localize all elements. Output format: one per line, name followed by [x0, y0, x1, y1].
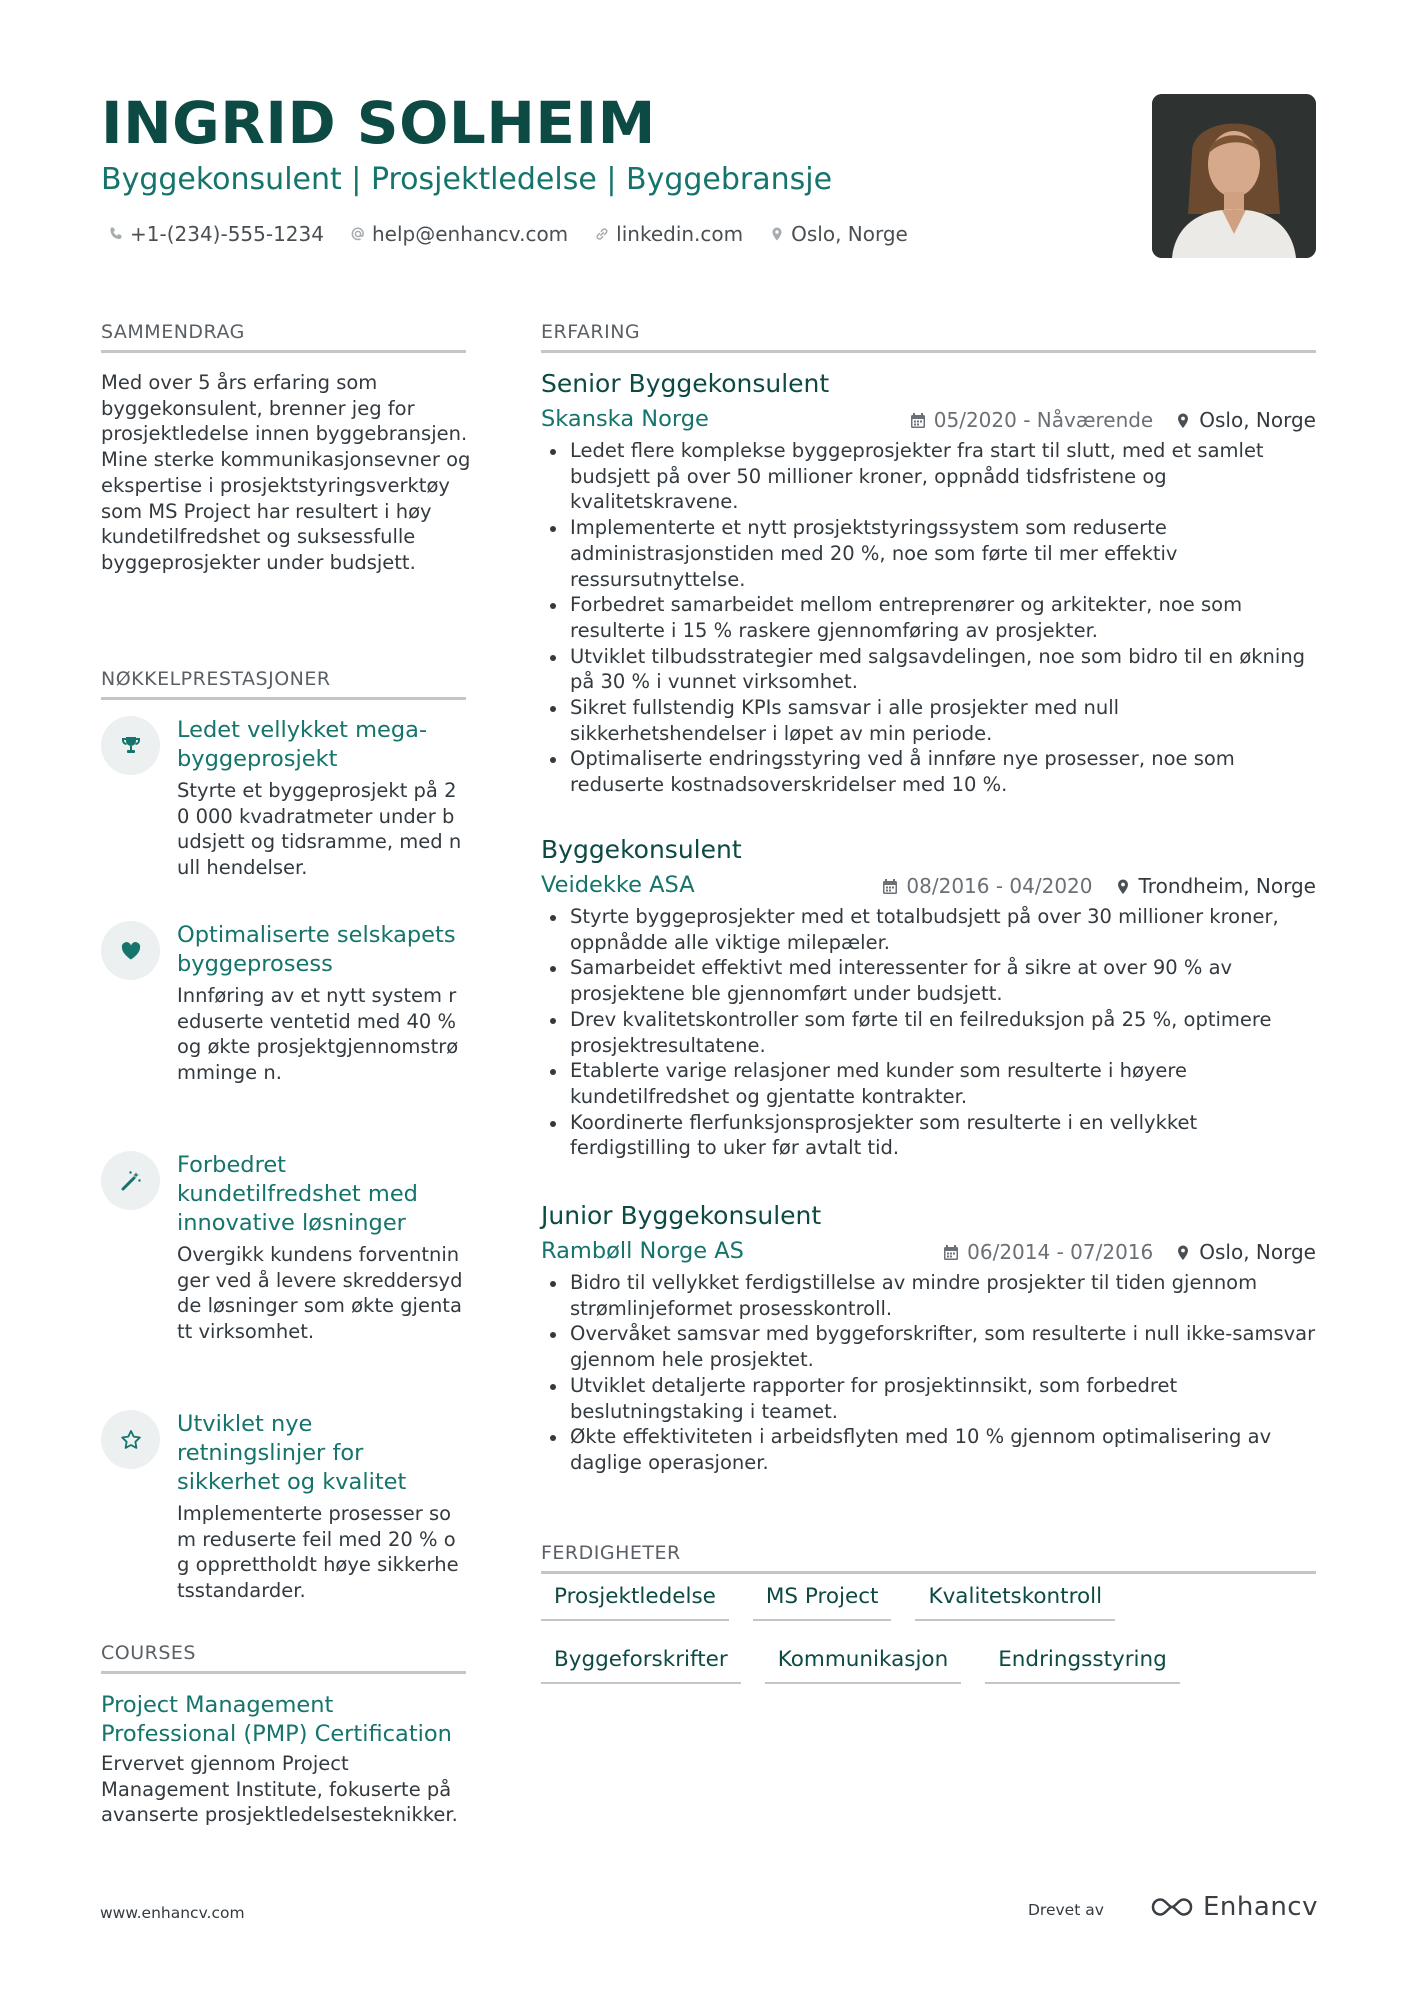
at-icon — [350, 226, 366, 242]
achievement-desc: Overgikk kundens forventninger ved å levere skreddersydde løsninger som økte gjentatt virksomhet. — [177, 1243, 463, 1344]
trophy-icon — [119, 734, 143, 758]
achievement-item — [101, 921, 466, 1086]
skill-tag: Prosjektledelse — [541, 1583, 729, 1621]
job-company: Rambøll Norge AS — [541, 1238, 744, 1264]
job-location: Oslo, Norge — [1199, 1240, 1316, 1264]
job-company: Skanska Norge — [541, 406, 709, 432]
job-location: Trondheim, Norge — [1138, 874, 1316, 898]
bullet-item: Utviklet tilbudsstrategier med salgsavdelingen, noe som bidro til en økning på 30 % i vunnet virksomhet. — [541, 644, 1316, 695]
bullet-item: Sikret fullstendig KPIs samsvar i alle prosjekter med null sikkerhetshendelser i løpet av min periode. — [541, 695, 1316, 746]
location-pin-icon — [769, 226, 785, 242]
profile-photo — [1152, 94, 1316, 258]
job-company: Veidekke ASA — [541, 872, 695, 898]
job-title: Junior Byggekonsulent — [541, 1201, 822, 1230]
bullet-item: Utviklet detaljerte rapporter for prosjektinnsikt, som forbedret beslutningstaking i teamet. — [541, 1373, 1316, 1424]
bullet-item: Drev kvalitetskontroller som førte til en feilreduksjon på 25 %, optimere prosjektresultatene. — [541, 1007, 1316, 1058]
job-entry — [541, 1199, 1316, 1476]
phone-icon — [108, 226, 124, 242]
course-desc: Ervervet gjennom Project Management Institute, fokuserte på avanserte prosjektledelsesteknikker. — [101, 1752, 458, 1827]
location-pin-icon — [1175, 412, 1191, 429]
phone-text: +1-(234)-555-1234 — [130, 222, 324, 246]
bullet-item: Samarbeidet effektivt med interessenter for å sikre at over 90 % av prosjektene ble gjennomført under budsjett. — [541, 955, 1316, 1006]
achievement-title: Utviklet nye retningslinjer for sikkerhet og kvalitet — [177, 1411, 407, 1495]
location-pin-icon — [1115, 878, 1131, 895]
job-title: Senior Byggekonsulent — [541, 369, 830, 398]
job-bullets — [541, 904, 1316, 1161]
job-bullets — [541, 438, 1316, 798]
candidate-name: INGRID SOLHEIM — [101, 89, 656, 157]
achievement-title: Ledet vellykket mega-byggeprosjekt — [177, 717, 428, 772]
job-dates: 08/2016 - 04/2020 — [906, 874, 1093, 898]
courses-heading: COURSES — [101, 1641, 466, 1674]
achievement-item — [101, 1151, 466, 1345]
job-bullets — [541, 1270, 1316, 1476]
location-text: Oslo, Norge — [791, 222, 908, 246]
calendar-icon — [943, 1244, 959, 1261]
star-icon — [119, 1428, 143, 1452]
bullet-item: Forbedret samarbeidet mellom entreprenører og arkitekter, noe som resulterte i 15 % raskere gjennomføring av prosjekter. — [541, 592, 1316, 643]
job-dates: 05/2020 - Nåværende — [933, 408, 1154, 432]
achievement-title: Forbedret kundetilfredshet med innovative løsninger — [177, 1152, 418, 1236]
achievement-desc: Innføring av et nytt system reduserte ventetid med 40 % og økte prosjektgjennomstrømminge n. — [177, 984, 459, 1085]
job-title: Byggekonsulent — [541, 835, 742, 864]
skill-tag: Endringsstyring — [985, 1646, 1180, 1684]
contact-email[interactable] — [350, 219, 568, 249]
job-entry — [541, 833, 1316, 1161]
enhancv-logo-icon — [1149, 1895, 1195, 1919]
bullet-item: Styrte byggeprosjekter med et totalbudsjett på over 30 millioner kroner, oppnådde alle viktige milepæler. — [541, 904, 1316, 955]
bullet-item: Overvåket samsvar med byggeforskrifter, som resulterte i null ikke-samsvar gjennom hele prosjektet. — [541, 1321, 1316, 1372]
bullet-item: Bidro til vellykket ferdigstillelse av mindre prosjekter til tiden gjennom strømlinjeformet prosesskontroll. — [541, 1270, 1316, 1321]
experience-heading: ERFARING — [541, 320, 1316, 353]
magic-wand-icon — [119, 1169, 143, 1193]
email-text: help@enhancv.com — [371, 222, 569, 246]
job-entry — [541, 367, 1316, 798]
achievement-desc: Implementerte prosesser som reduserte feil med 20 % og opprettholdt høye sikkerhetsstandarder. — [177, 1502, 459, 1603]
contact-phone — [108, 219, 324, 249]
contact-location — [769, 219, 908, 249]
location-pin-icon — [1175, 1244, 1191, 1261]
bullet-item: Ledet flere komplekse byggeprosjekter fra start til slutt, med et samlet budsjett på over 50 millioner kroner, oppnådd tidsfristene og kvalitetskravene. — [541, 438, 1316, 515]
linkedin-text: linkedin.com — [616, 222, 744, 246]
skill-tag: Kvalitetskontroll — [915, 1583, 1115, 1621]
bullet-item: Økte effektiviteten i arbeidsflyten med 10 % gjennom optimalisering av daglige operasjoner. — [541, 1424, 1316, 1475]
bullet-item: Etablerte varige relasjoner med kunder som resulterte i høyere kundetilfredshet og gjentatte kontrakter. — [541, 1058, 1316, 1109]
achievement-title: Optimaliserte selskapets byggeprosess — [177, 922, 456, 977]
bullet-item: Optimaliserte endringsstyring ved å innføre nye prosesser, noe som reduserte kostnadsoverskridelser med 10 %. — [541, 746, 1316, 797]
achievement-item — [101, 716, 466, 881]
contact-linkedin[interactable] — [594, 219, 743, 249]
achievements-heading: NØKKELPRESTASJONER — [101, 667, 466, 700]
skills-list — [541, 1583, 1316, 1709]
footer-powered-by: Drevet av — [1028, 1901, 1104, 1919]
calendar-icon — [882, 878, 898, 895]
achievement-desc: Styrte et byggeprosjekt på 20 000 kvadratmeter under budsjett og tidsramme, med null hendelser. — [177, 779, 462, 880]
link-icon — [594, 226, 610, 242]
skill-tag: MS Project — [753, 1583, 892, 1621]
summary-heading: SAMMENDRAG — [101, 320, 466, 353]
bullet-item: Implementerte et nytt prosjektstyringssystem som reduserte administrasjonstiden med 20 %, noe som førte til mer effektiv ressursutnyttelse. — [541, 515, 1316, 592]
enhancv-logo[interactable] — [1149, 1892, 1318, 1922]
contact-bar — [108, 219, 908, 249]
footer-url[interactable]: www.enhancv.com — [100, 1904, 245, 1922]
skills-heading: FERDIGHETER — [541, 1541, 1316, 1574]
job-dates: 06/2014 - 07/2016 — [967, 1240, 1154, 1264]
achievement-item — [101, 1410, 466, 1604]
bullet-item: Koordinerte flerfunksjonsprosjekter som resulterte i en vellykket ferdigstilling to uker før avtalt tid. — [541, 1110, 1316, 1161]
calendar-icon — [910, 412, 926, 429]
heart-icon — [119, 939, 143, 963]
job-location: Oslo, Norge — [1199, 408, 1316, 432]
enhancv-brand: Enhancv — [1203, 1892, 1318, 1922]
headline: Byggekonsulent | Prosjektledelse | Byggebransje — [101, 162, 833, 197]
skill-tag: Kommunikasjon — [765, 1646, 962, 1684]
summary-text: Med over 5 års erfaring som byggekonsulent, brenner jeg for prosjektledelse innen byggebransjen. Mine sterke kommunikasjonsevner og ekspertise i prosjektstyringsverktøy som MS Project har resultert i høy kundetilfredshet og suksessfulle byggeprosjekter under budsjett. — [101, 371, 471, 574]
course-title: Project Management Professional (PMP) Certification — [101, 1692, 452, 1747]
skill-tag: Byggeforskrifter — [541, 1646, 741, 1684]
